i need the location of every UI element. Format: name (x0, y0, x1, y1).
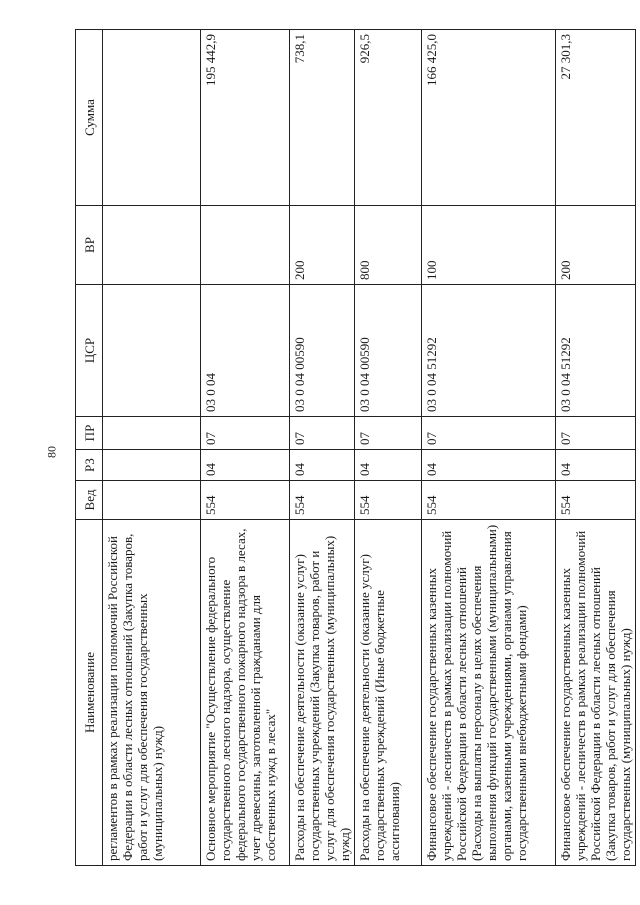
cell-ved: 554 (355, 481, 422, 520)
header-rz: РЗ (76, 450, 103, 481)
cell-csr: 03 0 04 00590 (290, 285, 355, 417)
cell-sum: 738,1 (290, 30, 355, 206)
cell-ved: 554 (556, 481, 636, 520)
cell-rz: 04 (355, 450, 422, 481)
cell-vr: 200 (290, 206, 355, 285)
cell-sum: 166 425,0 (422, 30, 556, 206)
cell-sum: 195 442,9 (201, 30, 290, 206)
cell-rz: 04 (290, 450, 355, 481)
cell-ved: 554 (422, 481, 556, 520)
cell-name: Финансовое обеспечение государственных казенных учреждений - лесничеств в рамках реализации полномочий Российской Федерации в области лесных отношений (Расходы на выплаты персоналу в целях обеспечения выполнения функций государственными (муниципальными) органами, казенными учреждениями, органами управления государственными внебюджетными фондами) (422, 520, 556, 866)
cell-rz: 04 (422, 450, 556, 481)
cell-sum: 926,5 (355, 30, 422, 206)
cell-name: Расходы на обеспечение деятельности (оказание услуг) государственных учреждений (Иные бюджетные ассигнования) (355, 520, 422, 866)
cell-name: Расходы на обеспечение деятельности (оказание услуг) государственных учреждений (Закупка товаров, работ и услуг для обеспечения государственных (муниципальных) нужд) (290, 520, 355, 866)
header-row (76, 30, 103, 866)
cell-csr (103, 285, 201, 417)
cell-rz: 04 (201, 450, 290, 481)
table-row (556, 30, 636, 866)
budget-table (75, 29, 636, 866)
header-name: Наименование (76, 520, 103, 866)
cell-pr: 07 (355, 417, 422, 450)
page-number: 80 (44, 446, 59, 458)
header-ved: Вед (76, 481, 103, 520)
cell-vr (201, 206, 290, 285)
cell-pr: 07 (422, 417, 556, 450)
header-sum: Сумма (76, 30, 103, 206)
cell-csr: 03 0 04 (201, 285, 290, 417)
header-csr: ЦСР (76, 285, 103, 417)
cell-sum (103, 30, 201, 206)
cell-rz (103, 450, 201, 481)
rotated-table-container (75, 30, 633, 866)
table-row (422, 30, 556, 866)
cell-name: регламентов в рамках реализации полномочий Российской Федерации в области лесных отношений (Закупка товаров, работ и услуг для обеспечения государственных (муниципальных) нужд) (103, 520, 201, 866)
header-pr: ПР (76, 417, 103, 450)
cell-name: Основное мероприятие "Осуществление федерального государственного лесного надзора, осуществление федерального государственного пожарного надзора в лесах, учет древесины, заготовленной гражданами для собственных нужд в лесах" (201, 520, 290, 866)
header-vr: ВР (76, 206, 103, 285)
table-row (103, 30, 201, 866)
table-row (201, 30, 290, 866)
cell-vr (103, 206, 201, 285)
table-row (290, 30, 355, 866)
cell-sum: 27 301,3 (556, 30, 636, 206)
cell-pr (103, 417, 201, 450)
cell-csr: 03 0 04 51292 (556, 285, 636, 417)
cell-vr: 200 (556, 206, 636, 285)
cell-rz: 04 (556, 450, 636, 481)
cell-pr: 07 (290, 417, 355, 450)
cell-vr: 100 (422, 206, 556, 285)
cell-ved: 554 (290, 481, 355, 520)
cell-ved: 554 (201, 481, 290, 520)
cell-ved (103, 481, 201, 520)
cell-pr: 07 (556, 417, 636, 450)
cell-csr: 03 0 04 51292 (422, 285, 556, 417)
cell-vr: 800 (355, 206, 422, 285)
table-row (355, 30, 422, 866)
cell-csr: 03 0 04 00590 (355, 285, 422, 417)
cell-pr: 07 (201, 417, 290, 450)
cell-name: Финансовое обеспечение государственных казенных учреждений - лесничеств в рамках реализации полномочий Российской Федерации в области лесных отношений (Закупка товаров, работ и услуг для обеспечения государственных (муниципальных) нужд) (556, 520, 636, 866)
